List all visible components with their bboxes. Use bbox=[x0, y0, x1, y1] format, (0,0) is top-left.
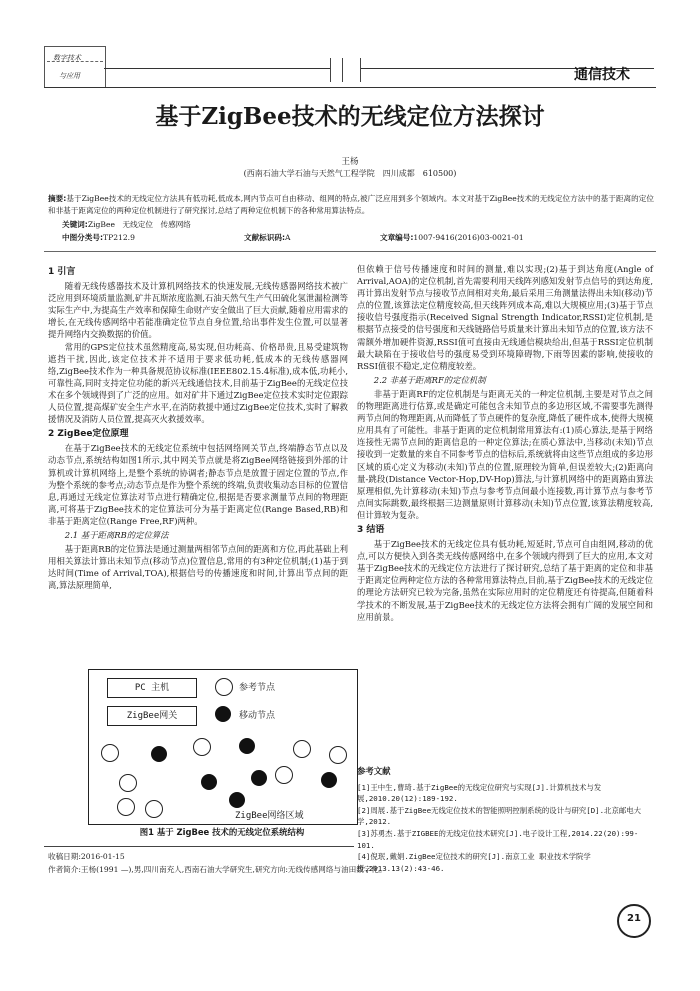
reference-node bbox=[329, 746, 347, 764]
system-diagram bbox=[88, 669, 358, 825]
heading-range-based: 2.1 基于距离RB的定位算法 bbox=[64, 529, 169, 540]
references bbox=[357, 766, 653, 874]
header-divider bbox=[330, 58, 331, 82]
paragraph: 非基于距离RF的定位机制是与距离无关的一种定位机制,主要是对节点之间的物理距离进行估算,或是确定可能包含未知节点的多边形区域,不需要事先测得两节点间的物理距离,从而降低了节点硬件的复杂度,降低了硬件成本,使得大规模应用具有了可能性。非基于距离的定位机制常用算法有:(1)质心算法,是基于网络连接性无需节点间的距离信息的一种定位算法;在质心算法中,当移动(未知)节点接收到一定数量的来自不同参考节点的信标后,系统就将由这些节点组成的多边形区域的质心定义为移动(未知)节点的位置,原理较为简单,但误差较大;(2)距离向量-跳段(Distance Vector-Hop,DV-Hop)算法,与计算机网络中的距离路由算法原理相似,先计算移动(未知)节点与参考节点间最小连接数,再计算节点与参考节点间实际跳数,最终根据三边测量原则计算移动(未知)节点位置,该算法精度较高,但计算较为复杂。 bbox=[357, 388, 653, 520]
reference-node bbox=[101, 744, 119, 762]
reference-node bbox=[145, 800, 163, 818]
logo-text-1: 数字技术 bbox=[53, 54, 81, 62]
affiliation: (西南石油大学石油与天然气工程学院 四川成都 610500) bbox=[243, 169, 457, 178]
keywords-text: ZigBee 无线定位 传感网络 bbox=[87, 220, 191, 229]
abstract-label: 摘要: bbox=[48, 194, 67, 203]
legend-mobile: 移动节点 bbox=[239, 711, 276, 721]
paragraph: 但依赖于信号传播速度和时间的测量,难以实现;(2)基于到达角度(Angle of Arrival,AOA)的定位机制,首先需要利用天线阵列感知发射节点信号的到达角度,再计算出发射节点与接收节点间相对夹角,最后采用三角测量法得出未知(移动)节点的位置,该算法定位精度较高,但天线阵列成本高,难以大规模应用;(3)基于节点接收信号强度指示(Received Signal Strength Indicator,RSSI)定位机制,是根据节点接受的信号强度和天线链路信号质量来计算出未知节点的位置,该方法不需额外增加硬件资源,RSSI值可直接由无线通信模块给出,但基于RSSI定位机制最大缺陷在于接收信号的强度易受到环境障碍物,下雨等因素的影响,使接收的RSSI值很不稳定,定位精度较差。 bbox=[357, 264, 653, 371]
reference-node bbox=[117, 798, 135, 816]
mobile-node bbox=[201, 774, 217, 790]
reference-item: [3]苏勇杰.基于ZIGBEE的无线定位技术研究[J].电子设计工程,2014.22(20):99-101. bbox=[357, 828, 639, 850]
reference-item: [2]周展.基于ZigBee无线定位技术的智能照明控制系统的设计与研究[D].北京邮电大学,2012. bbox=[357, 805, 642, 827]
reference-node bbox=[275, 766, 293, 784]
reference-node bbox=[193, 738, 211, 756]
left-column bbox=[48, 263, 348, 591]
figure-caption: 图1 基于 ZigBee 技术的无线定位系统结构 bbox=[139, 827, 305, 837]
mobile-node bbox=[151, 746, 167, 762]
article-title: 基于ZigBee技术的无线定位方法探讨 bbox=[155, 103, 545, 130]
journal-logo bbox=[44, 46, 106, 88]
reference-node-legend-icon bbox=[215, 678, 233, 696]
abstract bbox=[48, 193, 654, 216]
header-divider bbox=[342, 58, 343, 82]
author: 王杨 bbox=[341, 157, 359, 167]
network-area-label: ZigBee网络区域 bbox=[235, 811, 304, 821]
clc-number: 中图分类号:TP212.9 bbox=[62, 233, 135, 242]
reference-item: [4]倪珉,戴娟.ZigBee定位技术的研究[J].南京工业 职业技术学院学报,2013.13(2):43-46. bbox=[357, 852, 591, 873]
keywords-label: 关键词: bbox=[62, 220, 88, 229]
heading-introduction: 1 引言 bbox=[48, 267, 76, 277]
author-bio: 作者简介:王杨(1991 —),男,四川南充人,西南石油大学研究生,研究方向:无线传感网络与油田数字化。 bbox=[48, 865, 387, 874]
legend-reference: 参考节点 bbox=[239, 683, 276, 693]
references-heading: 参考文献 bbox=[357, 766, 391, 776]
document-code: 文献标识码:A bbox=[244, 233, 291, 242]
reference-item: [1]王中生,曹琦.基于ZigBee的无线定位研究与实现[J].计算机技术与发展,2010.20(12):189-192. bbox=[357, 782, 602, 804]
paragraph: 基于距离RB的定位算法是通过测量两相邻节点间的距离和方位,再此基础上利用相关算法计算出未知节点(移动节点)位置信息,常用的有3种定位机制;(1)基于到达时间(Time of Arrival,TOA),根据信号的传播速度和时间,计算出节点间的距离,算法原理简单, bbox=[48, 544, 348, 591]
abstract-text: 基于ZigBee技术的无线定位方法具有低功耗,低成本,网内节点可自由移动、组网的特点,被广泛应用到多个领域内。本文对基于ZigBee技术的无线定位方法中的基于距离的定位和非基于距离定位的两种定位机制进行了研究探讨,总结了两种定位机制下的各种常用算法特点。 bbox=[48, 194, 654, 215]
pc-host-box: PC 主机 bbox=[107, 678, 197, 698]
heading-range-free: 2.2 非基于距离RF的定位机制 bbox=[373, 374, 486, 385]
header-rule bbox=[104, 68, 330, 69]
keywords bbox=[62, 219, 191, 230]
article-number: 文章编号:1007-9416(2016)03-0021-01 bbox=[380, 233, 524, 242]
paragraph: 基于ZigBee技术的无线定位具有低功耗,短延时,节点可自由组网,移动的优点,可以方便快入到各类无线传感网络中,在多个领域内得到了巨大的应用,本文对基于ZigBee技术的无线定位方法进行了探讨研究,总结了基于距离的定位和非基于距离定位两种定位方法的各种常用算法特点,目前,基于ZigBee技术的无线定位的理论方法研究已较为完备,虽然在实际应用时的定位精度还有待提高,但随着科学技术的不断发展,基于ZigBee技术的无线定位方法将会拥有广阔的发展空间和应用前景。 bbox=[357, 539, 653, 622]
paragraph: 随着无线传感器技术及计算机网络技术的快速发展,无线传感器网络技术被广泛应用到环境质量监测,矿井瓦斯浓度监测,石油天然气生产气田硫化氢泄漏检测等实际生产中,为提高生产效率和保障生命财产安全做出了巨大贡献,随着应用需求的增长,在无线传感网络中若能准确定位节点自身位置,给出事件发生位置,可以显著提升网络内交换数据的价值。 bbox=[48, 281, 348, 340]
section-title: 通信技术 bbox=[574, 67, 630, 83]
logo-text-2: 与应用 bbox=[59, 72, 80, 80]
page-number: 21 bbox=[627, 913, 641, 924]
header-divider bbox=[360, 58, 361, 82]
gateway-box: ZigBee网关 bbox=[107, 706, 197, 726]
mobile-node bbox=[321, 772, 337, 788]
reference-node bbox=[119, 774, 137, 792]
received-date: 收稿日期:2016-01-15 bbox=[48, 852, 125, 861]
reference-node bbox=[293, 740, 311, 758]
mobile-node-legend-icon bbox=[215, 706, 231, 722]
heading-principle: 2 ZigBee定位原理 bbox=[48, 429, 129, 440]
right-column bbox=[357, 263, 653, 623]
divider bbox=[44, 251, 656, 252]
mobile-node bbox=[251, 770, 267, 786]
paragraph: 在基于ZigBee技术的无线定位系统中包括网络网关节点,终端静态节点以及动态节点,系统结构如图1所示,其中网关节点就是将ZigBee网络链接到外部的计算机或计算机网络上,是整个系统的协调者;静态节点是放置于固定位置的节点,作为整个系统的参考点;动态节点是作为整个系统的终端,负责收集动态目标的位置信息,再通过无线定位算法对节点进行精确定位,根据是否要求测量节点间的物理距离,可将基于ZigBee技术的定位算法可分为基于距离定位(Range Based,RB)和非基于距离定位(Range Free,RF)两种。 bbox=[48, 443, 348, 526]
footnote-rule bbox=[44, 846, 354, 847]
header-bottom-rule bbox=[44, 87, 656, 88]
heading-conclusion: 3 结语 bbox=[357, 524, 385, 535]
paragraph: 常用的GPS定位技术虽然精度高,易实现,但功耗高、价格昂贵,且易受建筑物遮挡干扰,因此,该定位技术并不适用于要求低功耗,低成本的无线传感器网络,ZigBee技术作为一种具备规范协议标准(IEEE802.15.4标准),成本低,功耗小,可靠性高,同时支持定位功能的新兴无线通信技术,目前基于ZigBee的无线定位技术在多个领域得到了广泛的应用。如对矿井下通过ZigBee定位技术实时定位跟踪人员位置,提高煤矿安全生产水平,在消防救援中通过ZigBee定位技术,实时了解救援情况及消防人员位置,提高灭火救援效率。 bbox=[48, 341, 348, 425]
mobile-node bbox=[229, 792, 245, 808]
mobile-node bbox=[239, 738, 255, 754]
